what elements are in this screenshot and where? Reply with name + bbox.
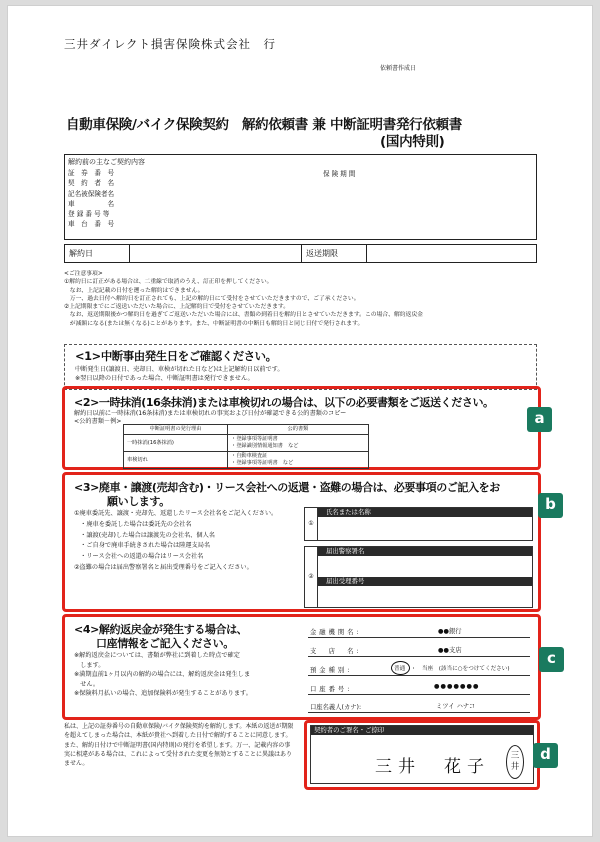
contract-heading: 解約前の主なご契約内容 bbox=[68, 158, 145, 166]
section-4-note: ※保険料月払いの場合、追加保険料が発生することがあります。 bbox=[74, 690, 252, 697]
account-holder-value: ミツイ ハナコ bbox=[436, 703, 476, 710]
section-1-box bbox=[64, 344, 537, 390]
consent-statement: 私は、上記の証券番号の自動車保険/バイク保険契約を解約します。本紙の返送が期限を超えてしまった場合は、本紙が貴社へ到着した日付で解約することに同意します。また、解約日付けで中断証明書(国内特則)の発行を希望します。万一、記載内容の事実に相違がある場合は、これによって受付された変更を無効とすることに異議はありません。 bbox=[64, 723, 294, 768]
doc-item: ・登録識別情報通知書 など bbox=[231, 443, 299, 449]
account-type-row[interactable] bbox=[308, 661, 530, 676]
branch-label: 支 店 名: bbox=[310, 648, 362, 655]
section-4-notes bbox=[74, 651, 252, 699]
badge-b: b bbox=[538, 493, 563, 518]
company-name-label: 氏名または名称 bbox=[318, 508, 532, 517]
report-number-label: 届出受理番号 bbox=[318, 577, 532, 586]
account-type-label: 預金種別: bbox=[310, 667, 353, 674]
section-3-heading-cont: 願いします。 bbox=[107, 495, 170, 508]
table-header-row bbox=[124, 425, 369, 435]
table-header: 公的書類 bbox=[228, 425, 369, 435]
box-number: ① bbox=[305, 508, 318, 540]
box-number: ② bbox=[305, 547, 318, 607]
section-2-heading: <2>一時抹消(16条抹消)または車検切れの場合は、以下の必要書類をご返送ください。 bbox=[74, 396, 494, 409]
branch-row[interactable] bbox=[308, 642, 530, 657]
table-cell: 車検切れ bbox=[124, 452, 228, 469]
caution-line: なお、上記記載の日付を遡った解約はできません。 bbox=[64, 287, 204, 294]
caution-line: なお、返送期限後かつ解約日を過ぎてご返送いただいた場合には、書類の到着日を解約日とさせていただきます。この場合、解約返戻金 bbox=[64, 312, 423, 319]
caution-heading: <ご注意事項> bbox=[64, 271, 103, 277]
contract-label: 証 券 番 号 bbox=[68, 169, 115, 177]
caution-line: が減額になる(または無くなる)ことがあります。また、中断証明書の中断日も解約日と同じ日付で発行されます。 bbox=[64, 320, 364, 327]
table-cell bbox=[228, 452, 369, 469]
return-deadline-field bbox=[367, 245, 536, 262]
seal-stamp: 三 井 bbox=[506, 745, 524, 779]
section-3-box bbox=[62, 472, 541, 612]
caution-line: ①解約日に訂正がある場合は、二重線で取消のうえ、訂正印を押してください。 bbox=[64, 279, 273, 286]
doc-item: ・自動車検査証 bbox=[231, 453, 268, 459]
account-number-row[interactable] bbox=[308, 680, 530, 695]
caution-line: 万一、過去日付へ解約日を訂正されても、上記の解約日にて受付をさせていただきますので、ご了承ください。 bbox=[64, 295, 360, 302]
section-3-item: ・譲渡(売却)した場合は譲渡先の会社名、個人名 bbox=[74, 531, 215, 539]
theft-report-field[interactable] bbox=[304, 546, 533, 608]
section-2-example-label: <公的書類－例> bbox=[74, 418, 122, 425]
form-page bbox=[7, 5, 593, 837]
public-docs-table bbox=[123, 424, 369, 469]
contract-label: 記名被保険者名 bbox=[68, 189, 115, 198]
section-3-heading: <3>廃車・譲渡(売却含む)・リース会社への返還・盗難の場合は、必要事項のご記入をお bbox=[74, 481, 500, 494]
section-4-note: ※満期直前1ヶ月以内の解約の場合には、解約返戻金は発生しま bbox=[74, 671, 251, 678]
account-number-value: ●●●●●●● bbox=[434, 683, 480, 690]
badge-a: a bbox=[527, 407, 552, 432]
caution-line: ②上記期限までにご返送いただいた場合に、上記解約日で受付をさせていただきます。 bbox=[64, 304, 290, 311]
bank-name-label: 金融機関名: bbox=[310, 629, 362, 636]
form-subtitle: (国内特則) bbox=[380, 134, 445, 150]
cancel-date-label: 解約日 bbox=[69, 249, 93, 258]
contract-label: 契 約 者 名 bbox=[68, 179, 115, 188]
table-row bbox=[124, 452, 369, 469]
signature-name: 三井 花子 bbox=[375, 757, 490, 777]
badge-d: d bbox=[533, 743, 558, 768]
created-date-label: 依頼書作成日 bbox=[380, 65, 417, 72]
section-3-items bbox=[74, 509, 277, 574]
account-type-value: 普通 ・ 当座 (該当に○をつけてください) bbox=[394, 666, 510, 672]
insurance-period-label: 保険期間 bbox=[323, 170, 358, 178]
bank-name-value: ●●銀行 bbox=[438, 628, 462, 635]
bank-name-row[interactable] bbox=[308, 623, 530, 638]
section-1-heading: <1>中断事由発生日をご確認ください。 bbox=[75, 349, 277, 363]
table-header: 中断証明書の発行理由 bbox=[124, 425, 228, 435]
date-row bbox=[64, 244, 537, 263]
doc-item: ・登録事項等証明書 bbox=[231, 436, 278, 442]
badge-c: c bbox=[539, 647, 564, 672]
section-3-item: ②盗難の場合は届出警察署名と届出受理番号をご記入ください。 bbox=[74, 563, 253, 571]
contract-label: 車 台 番 号 bbox=[68, 220, 115, 229]
account-holder-row[interactable] bbox=[308, 698, 530, 713]
selected-circle-mark bbox=[391, 661, 410, 675]
section-3-item: ・ご自身で廃車手続きされた場合は陸運支局名 bbox=[74, 542, 211, 550]
account-holder-label: 口座名義人(カナ): bbox=[310, 704, 362, 711]
form-title: 自動車保険/バイク保険契約 解約依頼書 兼 中断証明書発行依頼書 bbox=[66, 117, 462, 133]
contract-label: 車 名 bbox=[68, 199, 115, 208]
cancel-date-field[interactable] bbox=[130, 245, 301, 262]
doc-item: ・登録事項等証明書 など bbox=[231, 460, 294, 466]
branch-value: ●●支店 bbox=[438, 647, 462, 654]
company-name-field[interactable] bbox=[304, 507, 533, 541]
section-1-text: 中断発生日(譲渡日、売却日、車検が切れた日など)は上記解約日以前です。 bbox=[75, 366, 284, 373]
section-4-note: します。 bbox=[74, 661, 105, 669]
table-cell bbox=[228, 435, 369, 452]
contract-info-box[interactable] bbox=[64, 154, 537, 240]
company-name: 三井ダイレクト損害保険株式会社 行 bbox=[64, 37, 277, 51]
section-2-box bbox=[62, 386, 541, 470]
caution-notes bbox=[64, 270, 542, 328]
section-2-desc: 解約日以前に一時抹消(16条抹消)または車検切れの事実および日付が確認できる公的書類のコピー bbox=[74, 410, 347, 417]
signature-label: 契約者のご署名・ご捺印 bbox=[311, 726, 533, 735]
table-row bbox=[124, 435, 369, 452]
section-1-note: ※翌日以降の日付であった場合、中断証明書は発行できません。 bbox=[75, 375, 254, 382]
contract-labels bbox=[68, 168, 114, 230]
section-3-item: ・リース会社への返還の場合はリース会社名 bbox=[74, 553, 204, 561]
section-4-heading-cont: 口座情報をご記入ください。 bbox=[96, 637, 234, 650]
table-cell: 一時抹消(16条抹消) bbox=[124, 435, 228, 452]
return-deadline-label: 返送期限 bbox=[306, 249, 338, 258]
contract-label: 登 録 番 号 等 bbox=[68, 210, 110, 219]
section-4-note: せん。 bbox=[74, 680, 100, 688]
section-3-item: ・廃車を委託した場合は委託先の会社名 bbox=[74, 520, 192, 528]
signature-box[interactable] bbox=[310, 725, 534, 784]
section-4-heading: <4>解約返戻金が発生する場合は、 bbox=[74, 623, 248, 636]
section-3-item: ①廃車委託先、譲渡・売却先、返還したリース会社名をご記入ください。 bbox=[74, 510, 278, 517]
account-number-label: 口座番号: bbox=[310, 686, 353, 693]
police-station-label: 届出警察署名 bbox=[318, 547, 532, 556]
section-4-note: ※解約返戻金については、書類が弊社に到着した時点で確定 bbox=[74, 652, 240, 659]
